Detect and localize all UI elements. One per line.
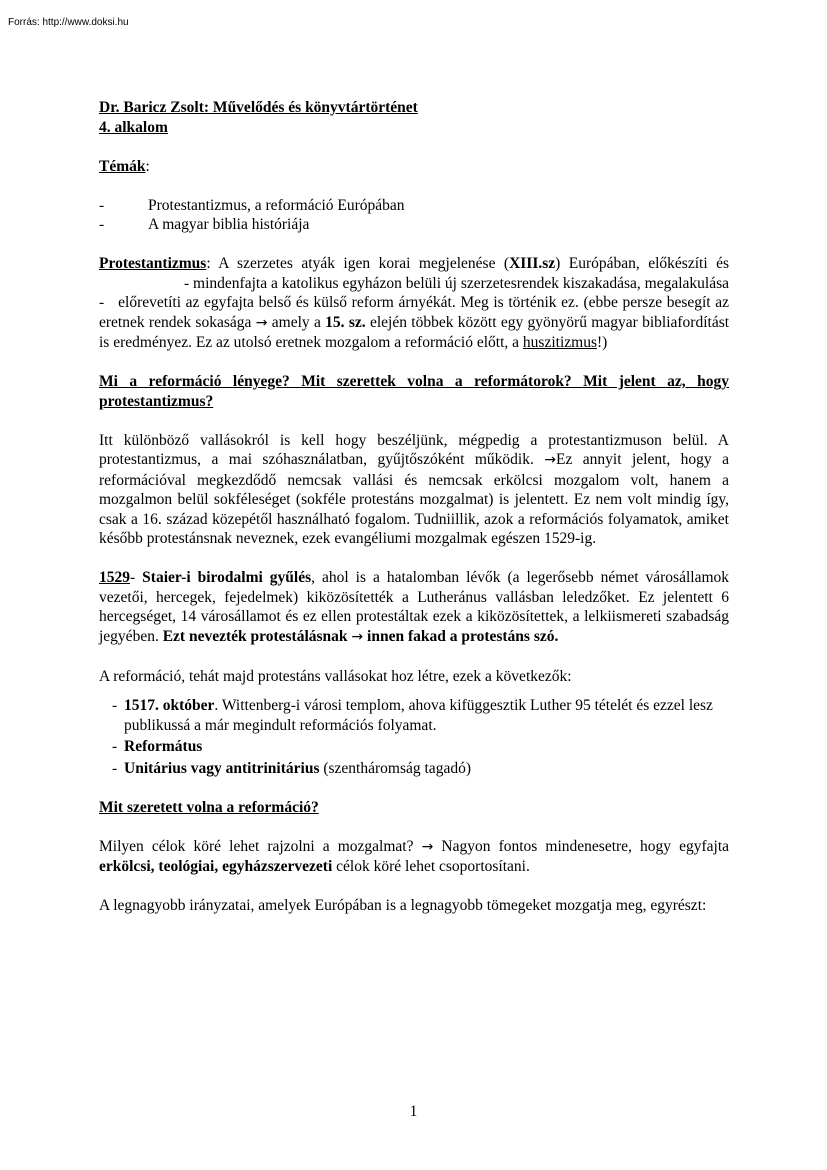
arrow-icon: → — [351, 628, 364, 645]
topics-heading: Témák: — [99, 157, 150, 175]
list-item: - Protestantizmus, a reformáció Európában — [99, 196, 405, 214]
paragraph-goals: Milyen célok köré lehet rajzolni a mozgalmat? → Nagyon fontos mindenesetre, hogy egyfajta erkölcsi, teológiai, egyházszervezeti célok köré lehet csoportosítani. — [99, 837, 730, 875]
section-heading: Mit szeretett volna a reformáció? — [99, 798, 319, 816]
page-number: 1 — [409, 1103, 418, 1120]
list-item: - Unitárius vagy antitrinitárius (szentháromság tagadó) — [112, 759, 471, 777]
list-item: - A magyar biblia históriája — [99, 216, 310, 233]
document-title: Dr. Baricz Zsolt: Művelődés és könyvtártörténet — [99, 99, 418, 116]
paragraph-protestantism-meaning: Itt különböző vallásokról is kell hogy beszéljünk, mégpedig a protestantizmuson belül. A protestantizmus, a mai szóhasználatban, gyűjtőszóként működik. →Ez annyit jelent, hogy a reformációval megkezdődő nemcsak vallási és nemcsak erkölcsi mozgalom volt, hanem a mozgalmon belül sokféleséget (sokféle protestáns mozgalmat) is jelentett. Ez nem volt mindig így, csak a 16. század közepétől használható fogalom. Tudniillik, azok a reformációs folyamatok, amiket később protestánsnak neveznek, ezek evangéliumi mozgalmak egészen 1529-ig. — [99, 431, 729, 547]
list-item: - 1517. október. Wittenberg-i városi templom, ahova kifüggesztik Luther 95 tételét és ezzel lesz publikussá a már megindult reformációs folyamat. — [112, 697, 713, 734]
denominations-list — [99, 696, 729, 778]
paragraph-denominations: A reformáció, tehát majd protestáns vallásokat hoz létre, ezek a következők: — [99, 667, 572, 685]
topics-list — [99, 196, 729, 235]
arrow-icon: → — [255, 314, 268, 331]
document-page — [99, 98, 729, 916]
arrow-icon: → — [544, 452, 556, 468]
section-heading: Mi a reformáció lényege? Mit szerettek volna a reformátorok? Mit jelent az, hogy protestantizmus? — [99, 373, 729, 410]
document-subtitle: 4. alkalom — [99, 118, 168, 136]
list-item: - Református — [112, 738, 203, 755]
source-url: Forrás: http://www.doksi.hu — [8, 17, 129, 28]
paragraph-1529: 1529- Staier-i birodalmi gyűlés, ahol is a hatalomban lévők (a legerősebb német városállamok vezetői, hercegek, fejedelmek) kiközösítették a Lutheránus vallásban leledzőket. Ez jelentett 6 hercegséget, 14 városállamot és ez ellen protestáltak ezek a kiközösítettek, a lelkiismereti szabadság jegyében. Ezt nevezték protestálásnak → innen fakad a protestáns szó. — [99, 569, 730, 645]
paragraph-trends: A legnagyobb irányzatai, amelyek Európában is a legnagyobb tömegeket mozgatja meg, egyrészt: — [99, 897, 707, 914]
arrow-icon: → — [421, 838, 434, 855]
paragraph-protestantism: Protestantizmus: A szerzetes atyák igen korai megjelenése (XIII.sz) Európában, előkészíti és- mindenfajta a katolikus egyházon belüli új szerzetesrendek kiszakadása, megalakulása - előrevetíti az egyfajta belső és külső reform árnyékát. Meg is történik ez. (ebbe persze besegít az eretnek rendek sokasága → amely a 15. sz. elején többek között egy gyönyörű magyar bibliafordítást is eredményez. Ez az utolsó eretnek mozgalom a reformáció előtt, a huszitizmus!) — [99, 255, 730, 351]
